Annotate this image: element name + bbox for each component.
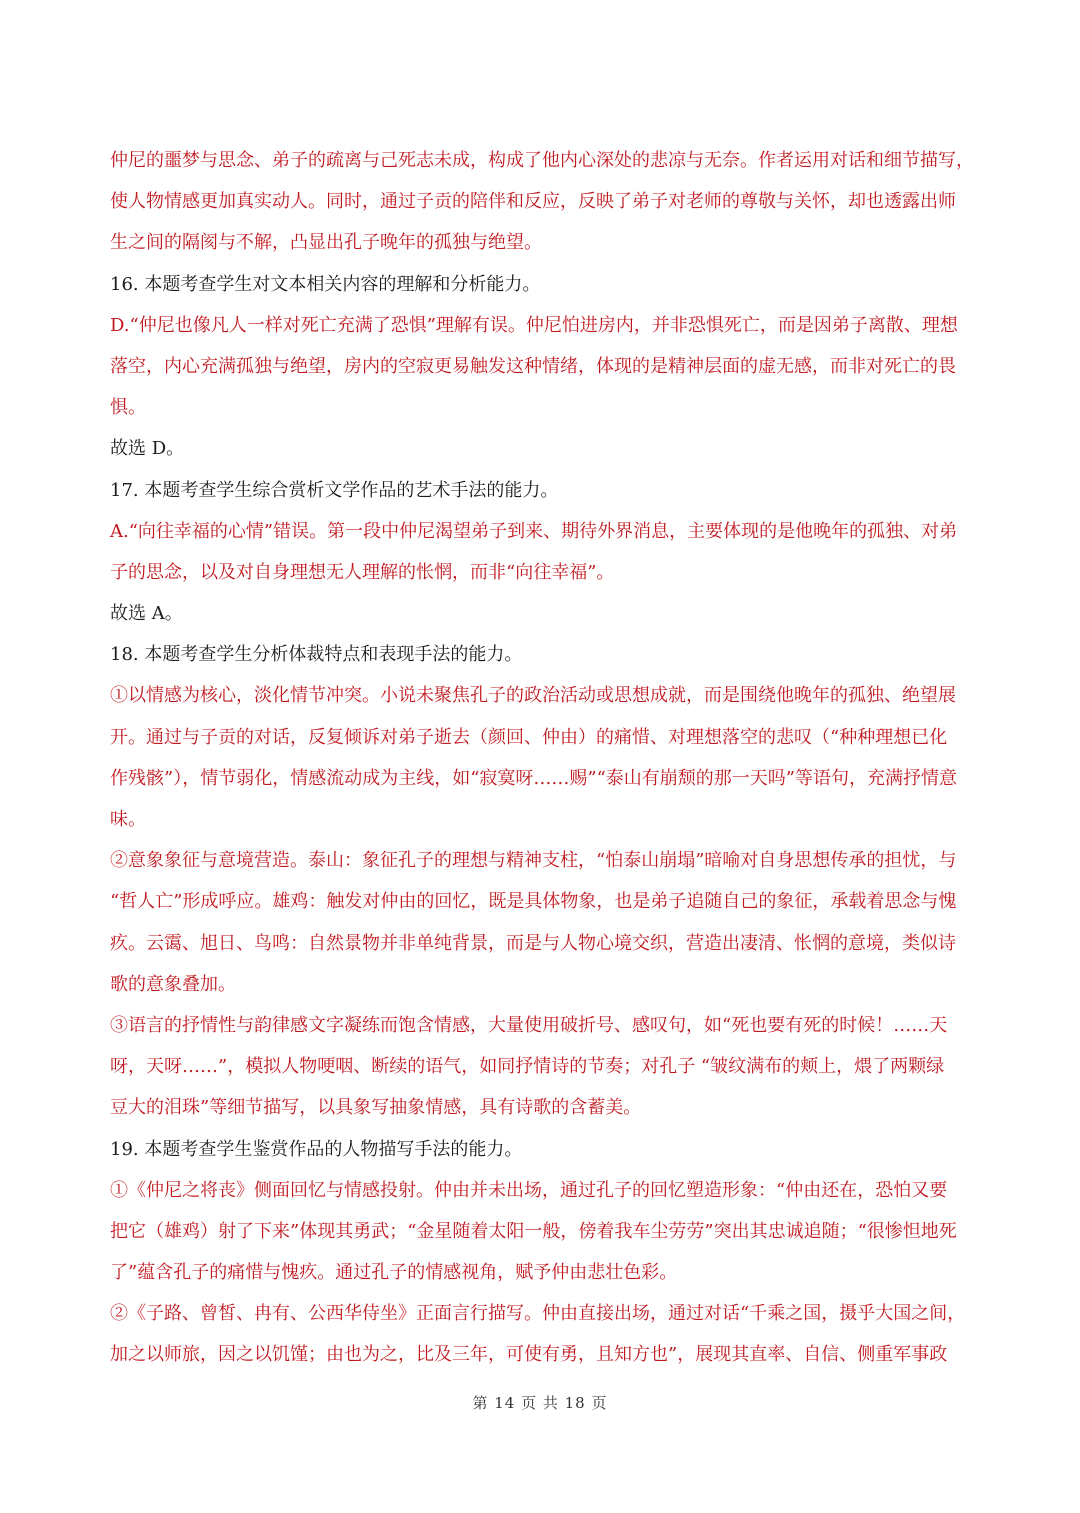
text-line: 落空，内心充满孤独与绝望，房内的空寂更易触发这种情绪，体现的是精神层面的虚无感，而非对死亡的畏 — [110, 355, 956, 377]
text-line: 使人物情感更加真实动人。同时，通过子贡的陪伴和反应，反映了弟子对老师的尊敬与关怀，却也透露出师 — [110, 191, 956, 213]
text-line: ②《子路、曾皙、冉有、公西华侍坐》正面言行描写。仲由直接出场，通过对话“千乘之国，摄乎大国之间， — [110, 1303, 966, 1325]
text-line: 子的思念，以及对自身理想无人理解的怅惘，而非“向往幸福”。 — [110, 561, 615, 583]
text-line: D.“仲尼也像凡人一样对死亡充满了恐惧”理解有误。仲尼怕进房内，并非恐惧死亡，而是因弟子离散、理想 — [110, 314, 958, 336]
text-line: 歌的意象叠加。 — [110, 973, 236, 995]
question-heading: 19. 本题考查学生鉴赏作品的人物描写手法的能力。 — [110, 1138, 523, 1160]
text-line: ②意象象征与意境营造。泰山：象征孔子的理想与精神支柱，“怕泰山崩塌”暗喻对自身思想传承的担忧，与 — [110, 850, 957, 872]
text-line: 开。通过与子贡的对话，反复倾诉对弟子逝去（颜回、仲由）的痛惜、对理想落空的悲叹（“种种理想已化 — [110, 726, 948, 748]
text-line: 仲尼的噩梦与思念、弟子的疏离与己死志未成，构成了他内心深处的悲凉与无奈。作者运用对话和细节描写， — [110, 150, 974, 171]
text-line: 生之间的隔阂与不解，凸显出孔子晚年的孤独与绝望。 — [110, 232, 542, 254]
text-line: 加之以师旅，因之以饥馑；由也为之，比及三年，可使有勇，且知方也”，展现其直率、自信、侧重军事政 — [110, 1344, 948, 1366]
text-line: 把它（雄鸡）射了下来”体现其勇武；“金星随着太阳一般，傍着我车尘劳劳”突出其忠诚追随；“很惨怛地死 — [110, 1220, 957, 1242]
answer-choice: 故选 D。 — [110, 438, 185, 460]
answer-choice: 故选 A。 — [110, 603, 183, 625]
text-line: “哲人亡”形成呼应。雄鸡：触发对仲由的回忆，既是具体物象，也是弟子追随自己的象征，承载着思念与愧 — [110, 891, 957, 913]
question-heading: 18. 本题考查学生分析体裁特点和表现手法的能力。 — [110, 644, 523, 666]
page-number-footer: 第 14 页 共 18 页 — [472, 1394, 608, 1412]
text-line: 味。 — [110, 809, 146, 830]
text-line: 疚。云霭、旭日、鸟鸣：自然景物并非单纯背景，而是与人物心境交织，营造出凄清、怅惘的意境，类似诗 — [110, 932, 956, 954]
text-line: 呀，天呀……”，模拟人物哽咽、断续的语气，如同抒情诗的节奏；对孔子 “皱纹满布的颊上，煨了两颗绿 — [110, 1056, 945, 1078]
text-line: ③语言的抒情性与韵律感文字凝练而饱含情感，大量使用破折号、感叹句，如“死也要有死的时候！……天 — [110, 1014, 948, 1036]
text-line: 作残骸”），情节弱化，情感流动成为主线，如“寂寞呀……赐”“泰山有崩颓的那一天吗”等语句，充满抒情意 — [110, 767, 958, 789]
text-line: 了”蕴含孔子的痛惜与愧疚。通过孔子的情感视角，赋予仲由悲壮色彩。 — [110, 1262, 678, 1284]
question-heading: 17. 本题考查学生综合赏析文学作品的艺术手法的能力。 — [110, 479, 559, 501]
document-body — [110, 140, 972, 1376]
question-heading: 16. 本题考查学生对文本相关内容的理解和分析能力。 — [110, 273, 541, 295]
text-line: 豆大的泪珠”等细节描写，以具象写抽象情感，具有诗歌的含蓄美。 — [110, 1097, 642, 1119]
text-line: ①以情感为核心，淡化情节冲突。小说未聚焦孔子的政治活动或思想成就，而是围绕他晚年的孤独、绝望展 — [110, 685, 956, 707]
text-line: ①《仲尼之将丧》侧面回忆与情感投射。仲由并未出场，通过孔子的回忆塑造形象：“仲由还在，恐怕又要 — [110, 1179, 948, 1201]
text-line: 惧。 — [110, 397, 146, 419]
text-line: A.“向往幸福的心情”错误。第一段中仲尼渴望弟子到来、期待外界消息，主要体现的是他晚年的孤独、对弟 — [110, 520, 958, 542]
